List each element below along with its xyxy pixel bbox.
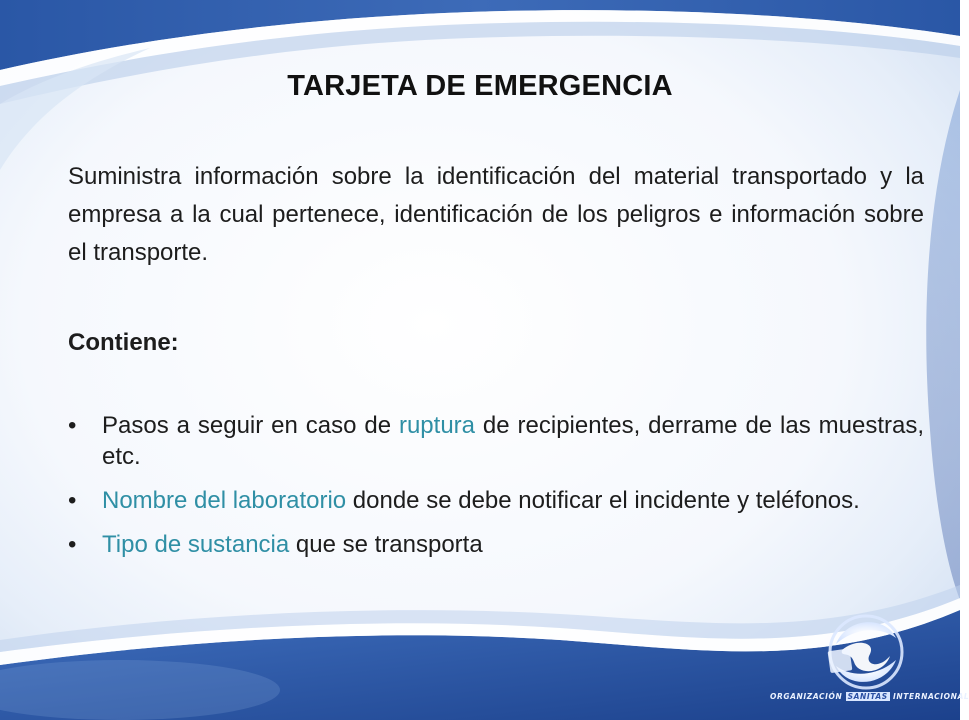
highlighted-term: ruptura	[398, 412, 476, 439]
bullet-icon: •	[68, 531, 77, 558]
slide-title: TARJETA DE EMERGENCIA	[287, 70, 673, 102]
list-item	[68, 485, 924, 516]
list-item	[68, 410, 924, 472]
section-heading: Contiene:	[68, 329, 179, 356]
org-name-part: SANITAS	[847, 692, 888, 701]
highlighted-term: Nombre del laboratorio	[102, 487, 347, 514]
org-name-part: INTERNACIONAL	[893, 692, 969, 701]
org-name-part: ORGANIZACIÓN	[770, 692, 843, 701]
bullet-icon: •	[68, 487, 77, 514]
bullet-icon: •	[68, 412, 77, 439]
bullet-text: donde se debe notificar el incidente y teléfonos.	[346, 487, 860, 514]
sanitas-logo-icon	[766, 604, 960, 720]
list-item	[68, 529, 924, 560]
bullet-text: que se transporta	[289, 531, 483, 558]
bullet-text: de recipientes, derrame de las muestras, etc.	[102, 412, 925, 470]
highlighted-term: Tipo de sustancia	[102, 531, 290, 558]
bullet-text: Pasos a seguir en caso de	[102, 412, 399, 439]
intro-paragraph: Suministra información sobre la identificación del material transportado y la empresa a la cual pertenece, identificación de los peligros e información sobre el transporte.	[68, 163, 924, 266]
bullet-list	[68, 410, 924, 560]
organization-name	[770, 692, 969, 701]
